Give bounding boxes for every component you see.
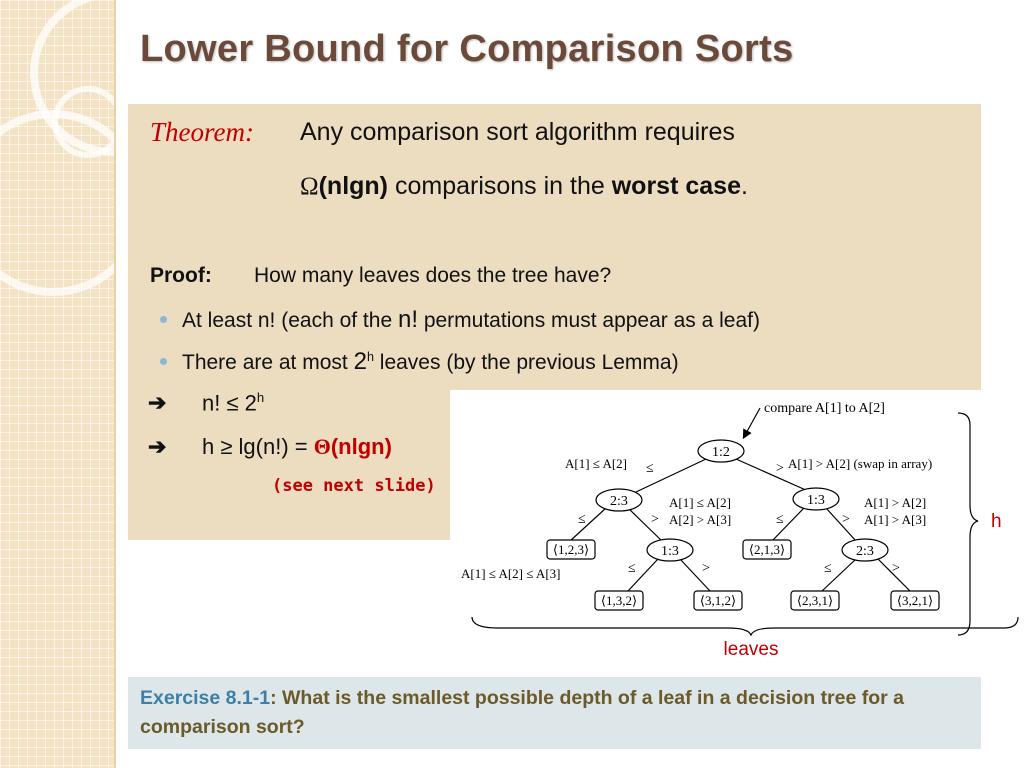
edge-label: ≤ [578,512,586,527]
edge-label: ≤ [628,561,636,576]
tree-leaf [891,591,939,610]
implication-text: n! ≤ 2 [202,390,257,416]
tree-leaf [791,591,839,610]
node-label: 2:3 [610,494,628,509]
exercise-question: What is the smallest possible depth of a leaf in a decision tree for a comparison sort? [140,687,905,738]
leaf-label: ⟨3,2,1⟩ [896,593,934,608]
slide-title: Lower Bound for Comparison Sorts [140,28,794,70]
tree-leaf [694,591,742,610]
tree-leaf [547,540,595,559]
bullet-item [182,306,760,334]
tree-caption: compare A[1] to A[2] [764,401,885,416]
edge-label: > [651,512,659,527]
proof-question: How many leaves does the tree have? [254,264,612,287]
theta-symbol: Θ [313,434,331,459]
tree-node [793,488,839,510]
omega-symbol: Ω [300,173,319,200]
node-label: 1:2 [712,445,730,460]
n-factorial: n! [397,306,418,333]
implication-text: h ≥ lg(n!) = [202,434,314,459]
see-next-slide-note: (see next slide) [272,476,436,496]
implies-arrow-icon: ➔ [148,390,167,415]
bullet-dot [160,358,167,365]
theorem-period: . [740,172,748,200]
tree-annotation: A[1] > A[3] [864,512,927,527]
bound-expression: (nlgn) [330,434,392,459]
exercise-label: Exercise 8.1-1 [140,687,271,709]
edge-label: ≤ [776,512,784,527]
bullet-dot [160,316,167,323]
leaf-label: ⟨1,3,2⟩ [600,593,638,608]
implication-1 [202,390,264,416]
implication-2 [202,434,392,460]
power-base: 2 [353,348,367,375]
bullet-text: permutations must appear as a leaf) [417,309,760,332]
tree-node [842,539,888,561]
edge-label: > [702,561,710,576]
power-exponent: h [256,390,265,405]
bullet-text: leaves (by the previous Lemma) [373,351,679,374]
tree-node [596,489,642,511]
bullet-text: There are at most [182,351,354,374]
leaf-label: ⟨2,1,3⟩ [748,542,786,557]
edge-label: > [842,512,850,527]
exercise-text [140,684,960,742]
leaf-label: ⟨2,3,1⟩ [796,593,834,608]
theorem-text: comparisons in the [388,172,612,200]
tree-annotation: A[1] > A[2] [864,495,927,510]
tree-annotation: A[2] > A[3] [669,512,732,527]
tree-annotation: A[1] ≤ A[2] [565,456,628,471]
tree-leaf [595,591,643,610]
worst-case-text: worst case [611,172,741,200]
theorem-label: Theorem: [150,117,254,147]
power-exponent: h [366,350,374,364]
tree-leaf [743,540,791,559]
tree-node [647,539,693,561]
node-label: 1:3 [807,493,825,508]
edge-label: > [776,461,784,476]
tree-annotation: A[1] > A[2] (swap in array) [788,456,933,471]
proof-label: Proof: [150,264,212,287]
bullet-item [182,348,679,376]
tree-edges [570,459,910,591]
tree-node [698,440,744,462]
height-brace [958,413,978,635]
exercise-colon: : [270,687,283,709]
height-label: h [991,511,1002,532]
edge-label: ≤ [646,461,654,476]
implies-arrow-icon: ➔ [148,434,167,459]
theorem-statement-line2 [300,172,748,201]
theorem-statement-line1: Any comparison sort algorithm requires [300,118,735,146]
edge-label: > [892,561,900,576]
tree-annotation: A[1] ≤ A[2] ≤ A[3] [461,566,561,581]
leaves-brace [472,617,1018,635]
bullet-text: At least n! (each of the [182,309,398,332]
node-label: 2:3 [856,544,874,559]
leaf-label: ⟨1,2,3⟩ [552,542,590,557]
caption-arrow [744,408,760,437]
tree-annotation: A[1] ≤ A[2] [669,495,732,510]
leaf-label: ⟨3,1,2⟩ [699,593,737,608]
edge-label: ≤ [824,561,832,576]
decision-tree-diagram [458,395,1024,670]
sidebar-edge [114,0,116,768]
node-label: 1:3 [661,544,679,559]
leaves-label: leaves [723,639,779,660]
bound-expression: (nlgn) [318,172,389,200]
